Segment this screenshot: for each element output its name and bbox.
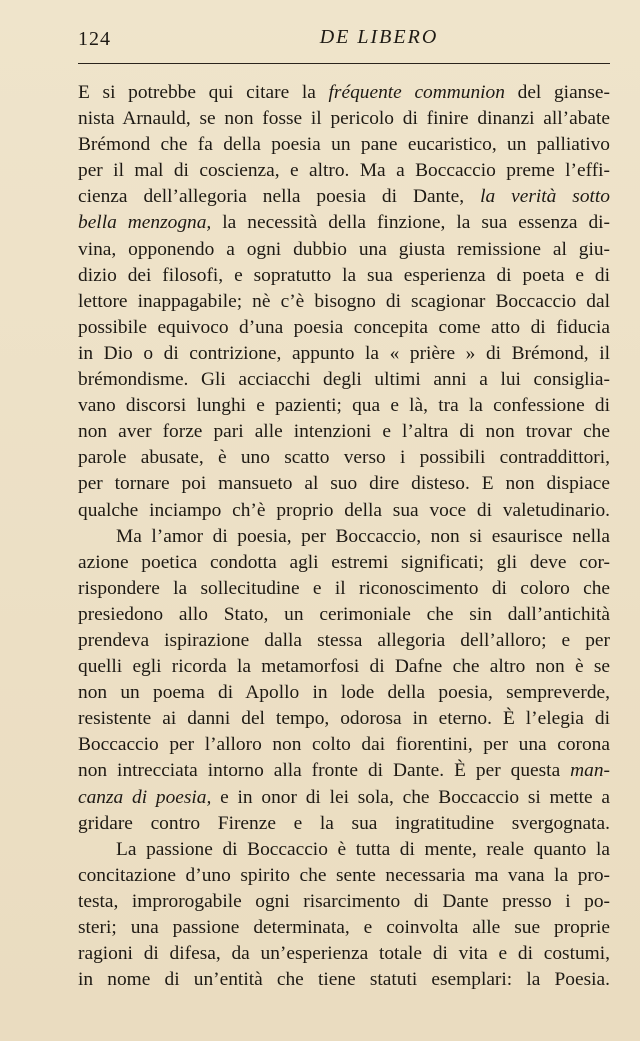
text-segment: lettore inappagabile; nè c’è bisogno di scagionar Boccaccio dal [78, 290, 610, 312]
text-segment: azione poetica condotta agli estremi significati; gli deve cor- [78, 551, 610, 573]
text-line [78, 706, 610, 732]
text-segment: dizio dei filosofi, e sopratutto la sua esperienza di poeta e di [78, 264, 610, 286]
page-header [78, 24, 610, 60]
text-line [78, 837, 610, 863]
text-line [78, 419, 610, 445]
text-segment: gridare contro Firenze e la sua ingratitudine svergognata. [78, 812, 610, 834]
text-segment: in nome di un’entità che tiene statuti esemplari: la Poesia. [78, 969, 610, 991]
text-segment: Ma l’amor di poesia, per Boccaccio, non si esaurisce nella [116, 525, 610, 547]
text-line [78, 654, 610, 680]
text-segment: qualche inciampo ch’è proprio della sua voce di valetudinario. [78, 499, 610, 521]
page-number: 124 [78, 28, 111, 50]
text-segment: testa, improrogabile ogni risarcimento di Dante presso i po- [78, 890, 610, 912]
italic-text-segment: la verità sotto [480, 186, 610, 208]
italic-text-segment: bella menzogna, [78, 212, 212, 234]
text-line [78, 576, 610, 602]
text-segment: La passione di Boccaccio è tutta di mente, reale quanto la [116, 838, 610, 860]
text-segment: brémondisme. Gli acciacchi degli ultimi anni a lui consiglia- [78, 369, 610, 391]
text-line [78, 785, 610, 811]
text-segment: Boccaccio per l’alloro non colto dai fiorentini, per una corona [78, 734, 610, 756]
text-line [78, 132, 610, 158]
italic-text-segment: canza di poesia, [78, 786, 212, 808]
text-line [78, 80, 610, 106]
text-segment: possibile equivoco d’una poesia concepita come atto di fiducia [78, 316, 610, 338]
text-segment: non un poema di Apollo in lode della poesia, sempreverde, [78, 682, 610, 704]
text-line [78, 758, 610, 784]
text-line [78, 967, 610, 993]
text-line [78, 889, 610, 915]
text-line [78, 367, 610, 393]
text-line [78, 628, 610, 654]
running-title: DE LIBERO [319, 26, 439, 48]
text-line [78, 680, 610, 706]
text-line [78, 289, 610, 315]
text-segment: quelli egli ricorda la metamorfosi di Dafne che altro non è se [78, 656, 610, 678]
text-segment: non aver forze pari alle intenzioni e l’altra di non trovar che [78, 421, 610, 443]
text-line [78, 263, 610, 289]
text-segment: in Dio o di contrizione, appunto la « prière » di Brémond, il [78, 342, 610, 364]
text-segment: per tornare poi mansueto al suo dire disteso. E non dispiace [78, 473, 610, 495]
text-line [78, 915, 610, 941]
text-line [78, 341, 610, 367]
text-segment: presiedono allo Stato, un cerimoniale che sin dall’antichità [78, 603, 610, 625]
text-line [78, 941, 610, 967]
text-segment: prendeva ispirazione dalla stessa allegoria dell’alloro; e per [78, 629, 610, 651]
text-line [78, 471, 610, 497]
text-segment: del gianse- [504, 82, 610, 103]
text-line [78, 550, 610, 576]
text-segment: concitazione d’uno spirito che sente necessaria ma vana la pro- [78, 864, 610, 886]
text-line [78, 524, 610, 550]
text-line [78, 184, 610, 210]
text-segment: vano discorsi lunghi e pazienti; qua e là, tra la confessione di [78, 395, 610, 417]
text-segment: e in onor di lei sola, che Boccaccio si mette a [211, 786, 610, 808]
text-line [78, 732, 610, 758]
text-line [78, 498, 610, 524]
text-segment: Brémond che fa della poesia un pane eucaristico, un palliativo [78, 134, 610, 156]
header-rule [78, 63, 610, 64]
text-line [78, 863, 610, 889]
italic-text-segment: man- [570, 760, 610, 782]
text-segment: E si potrebbe qui citare la [78, 82, 329, 103]
text-segment: ragioni di difesa, da un’esperienza totale di vita e di costumi, [78, 943, 610, 965]
text-line [78, 445, 610, 471]
text-line [78, 315, 610, 341]
text-line [78, 158, 610, 184]
body-text [78, 80, 610, 993]
text-segment: nista Arnauld, se non fosse il pericolo di finire dinanzi all’abate [78, 108, 610, 130]
text-segment: per il mal di coscienza, e altro. Ma a Boccaccio preme l’effi- [78, 160, 610, 182]
text-segment: non intrecciata intorno alla fronte di Dante. È per questa [78, 760, 571, 782]
text-segment: cienza dell’allegoria nella poesia di Dante, [78, 186, 481, 208]
text-segment: parole abusate, è uno scatto verso i possibili contraddittori, [78, 447, 610, 469]
text-segment: resistente ai danni del tempo, odorosa in eterno. È l’elegia di [78, 708, 610, 730]
text-segment: vina, opponendo a ogni dubbio una giusta remissione al giu- [78, 238, 610, 260]
text-line [78, 811, 610, 837]
text-line [78, 393, 610, 419]
text-segment: steri; una passione determinata, e coinvolta alle sue proprie [78, 917, 610, 938]
text-segment: la necessità della finzione, la sua essenza di- [211, 212, 610, 234]
italic-text-segment: fréquente communion [328, 82, 505, 103]
text-line [78, 237, 610, 263]
text-line [78, 210, 610, 236]
text-segment: rispondere la sollecitudine e il riconoscimento di coloro che [78, 577, 610, 599]
text-line [78, 602, 610, 628]
text-line [78, 106, 610, 132]
